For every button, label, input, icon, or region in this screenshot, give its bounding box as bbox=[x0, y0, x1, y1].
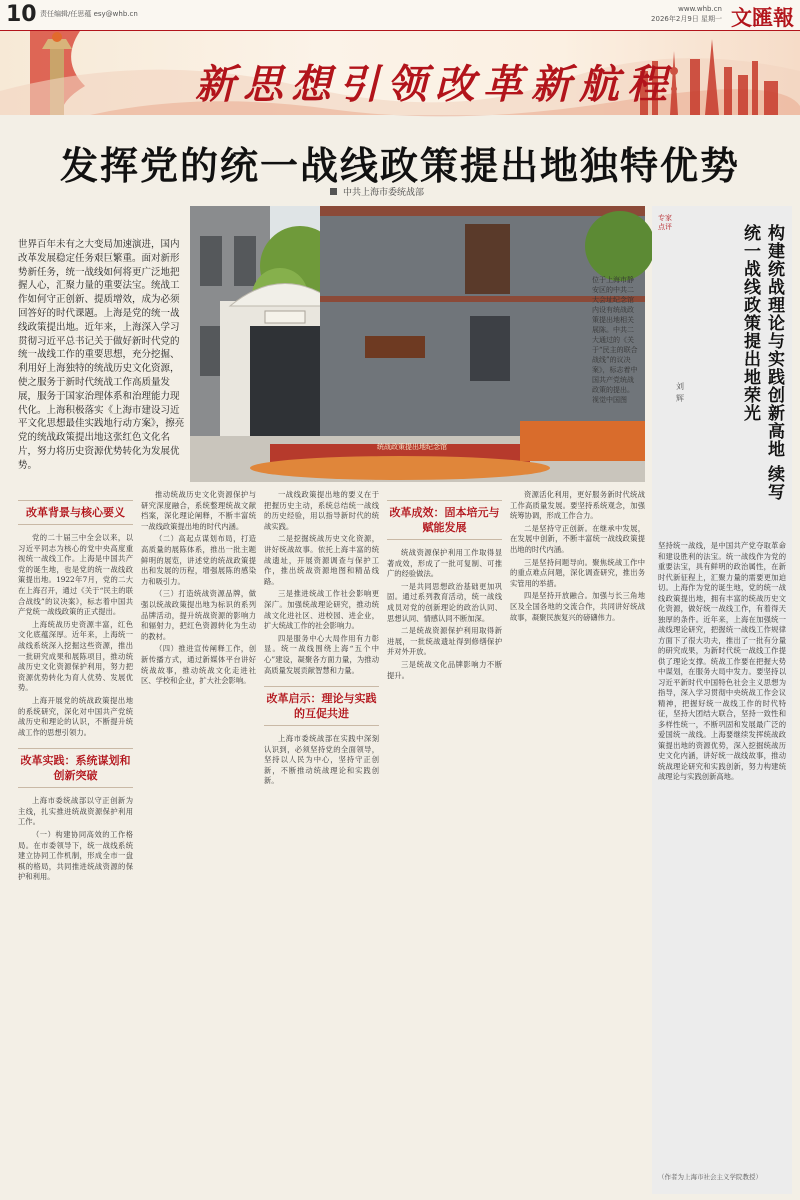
paragraph: （三）打造统战资源品牌，做强以统战政策提出地为标识的系列品牌活动，提升统战资源的影响力和辐射力，把红色资源转化为生动的教材。 bbox=[141, 589, 256, 641]
photo-illustration bbox=[190, 206, 645, 482]
date-and-url bbox=[651, 4, 722, 24]
top-bar bbox=[0, 0, 800, 32]
banner-title: 新思想引领改革新航程 bbox=[195, 61, 675, 108]
paragraph: 三是推进统战工作社会影响更深广。加强统战理论研究，推动统战文化进社区、进校园、进企业，扩大统战工作的社会影响力。 bbox=[264, 589, 379, 631]
paragraph: 二是统战资源保护利用取得新进展，一批统战遗址得到修缮保护并对外开放。 bbox=[387, 626, 502, 657]
column-4 bbox=[387, 490, 502, 1195]
square-bullet-icon bbox=[330, 188, 337, 195]
building-photo bbox=[190, 206, 645, 482]
paragraph: 一战线政策提出地的要义在于把握历史主动，系统总结统一战线的历史经验，用以指导新时代的统战实践。 bbox=[264, 490, 379, 531]
section-banner bbox=[0, 31, 800, 115]
paragraph: 推动统战历史文化资源保护与研究深度融合，系统整理统战文献档案，深化理论阐释，不断丰富统一战线政策提出地的时代内涵。 bbox=[141, 490, 256, 531]
paragraph: 上海市委统战部以守正创新为主线，扎实推进统战资源保护利用工作。 bbox=[18, 796, 133, 827]
byline bbox=[330, 185, 424, 198]
expert-commentary-sidebar bbox=[652, 206, 792, 1194]
paragraph: （四）推进宣传阐释工作，创新传播方式，通过新媒体平台讲好统战故事，推动统战文化走进社区、学校和企业，扩大社会影响。 bbox=[141, 644, 256, 686]
paragraph: 上海统战历史资源丰富，红色文化底蕴深厚。近年来，上海统一战线系统深入挖掘这些资源，推出一批研究成果和展陈项目，推动统战历史文化资源保护利用，努力把资源优势转化为育人优势、发展优势。 bbox=[18, 619, 133, 693]
paragraph: 二是挖掘统战历史文化资源，讲好统战故事。依托上海丰富的统战遗址，开展资源调查与保护工作，推出统战资源地图和精品线路。 bbox=[264, 534, 379, 586]
column-5 bbox=[510, 490, 645, 1195]
paragraph: 四是坚持开放融合。加强与长三角地区及全国各地的交流合作，共同讲好统战故事，凝聚民族复兴的磅礴伟力。 bbox=[510, 591, 645, 622]
newspaper-masthead: 文匯報 bbox=[731, 5, 794, 30]
sidebar-author: 刘辉 bbox=[676, 382, 684, 403]
issue-date: 2026年2月9日 星期一 bbox=[651, 15, 722, 23]
column-3 bbox=[264, 490, 379, 1195]
paragraph: 上海市委统战部在实践中深刻认识到，必须坚持党的全面领导，坚持以人民为中心，坚持守正创新，不断推动统战理论和实践创新。 bbox=[264, 734, 379, 786]
paragraph: 四是服务中心大局作用有力彰显。统一战线围绕上海“五个中心”建设，凝聚各方面力量，为推动高质量发展贡献智慧和力量。 bbox=[264, 633, 379, 675]
photo-caption: 位于上海市静安区的中共二大会址纪念馆内设有统战政策提出地相关展陈。中共二大通过的《关于“民主的联合战线”的议决案》，标志着中国共产党统战政策的提出。 视觉中国图 bbox=[592, 276, 638, 404]
column-2 bbox=[141, 490, 256, 1195]
paragraph: （二）高起点谋划布局，打造高质量的展陈体系，推出一批主题鲜明的展览，讲述党的统战政策提出和发展的历程，增强展陈的感染力和吸引力。 bbox=[141, 534, 256, 586]
sidebar-body: 坚持统一战线，是中国共产党夺取革命和建设胜利的法宝。统一战线作为党的重要法宝，具有鲜明的政治属性，在新时代新征程上，汇聚力量的需要更加迫切。上海作为党的诞生地，党的统一战线政策提出地，拥有丰富的统战历史文化资源，做好统一战线工作，有着得天独厚的条件。近年来，上海在加强统一战线理论研究，把握统一战线工作规律方面下了很大功夫，推出了一批有分量的研究成果，为新时代统一战线工作提供了理论支撑。统战工作要在把握大势中谋划，在服务大局中发力。要坚持以习近平新时代中国特色社会主义思想为指导，深入学习贯彻中央统战工作会议精神，把握好统一战线工作的时代特征，坚持大团结大联合，坚持一致性和多样性统一，不断巩固和发展最广泛的爱国统一战线。上海要继续发挥统战政策提出地的资源优势，深入挖掘统战历史文化内涵，讲好统一战线故事，推动统战理论研究和实践创新，努力构建统战理论与实践创新高地。 bbox=[658, 541, 786, 781]
section-heading-practice: 改革实践：系统谋划和创新突破 bbox=[18, 748, 133, 788]
paragraph: 一是共同思想政治基础更加巩固。通过系列教育活动，统一战线成员对党的创新理论的政治认同、思想认同、情感认同不断加深。 bbox=[387, 581, 502, 623]
paragraph: 党的二十届三中全会以来，以习近平同志为核心的党中央高度重视统一战线工作。上海是中国共产党的诞生地，也是党的统一战线政策提出地。1922年7月，党的二大在上海召开，通过《关于“民主的联合战线”的议决案》，标志着中国共产党统一战线政策的正式提出。 bbox=[18, 533, 133, 617]
paragraph: （一）构建协同高效的工作格局。在市委领导下，统一战线系统建立协同工作机制，形成全市一盘棋的格局，共同推进统战资源的保护和利用。 bbox=[18, 830, 133, 882]
article-headline: 发挥党的统一战线政策提出地独特优势 bbox=[59, 144, 740, 188]
paragraph: 二是坚持守正创新。在继承中发展，在发展中创新，不断丰富统一战线政策提出地的时代内涵。 bbox=[510, 523, 645, 554]
paragraph: 三是坚持问题导向。聚焦统战工作中的重点难点问题，深化调查研究，推出务实管用的举措。 bbox=[510, 557, 645, 588]
site-url: www.whb.cn bbox=[678, 5, 722, 13]
section-heading-insights: 改革启示：理论与实践的互促共进 bbox=[264, 686, 379, 726]
section-heading-background: 改革背景与核心要义 bbox=[18, 500, 133, 525]
paragraph: 三是统战文化品牌影响力不断提升。 bbox=[387, 659, 502, 680]
paragraph: 上海开展党的统战政策提出地的系统研究，深化对中国共产党统战历史和理论的认识，不断提升统战工作的思想引领力。 bbox=[18, 695, 133, 737]
sidebar-tag: 专家点评 bbox=[658, 214, 672, 231]
intro-paragraph: 世界百年未有之大变局加速演进，国内改革发展稳定任务艰巨繁重。面对新形势新任务，统一战线如何将更广泛地把握人心，汇聚力量的重要法宝。统战工作如何守正创新、提质增效，成为必须回答好的时代课题。上海是党的统一战线政策提出地。近年来，上海深入学习贯彻习近平总书记关于做好新时代党的统一战线工作的重要思想，充分挖掘、利用好上海独特的统战历史文化资源，使之服务于新时代统战工作高质量发展，服务于国家治理体系和治理能力现代化。上海积极落实《上海市建设习近平文化思想最佳实践地行动方案》，擦亮党的统战政策提出地这张红色文化名片，努力将历史资源优势转化为发展优势。 bbox=[18, 239, 185, 471]
byline-text: 中共上海市委统战部 bbox=[343, 188, 425, 198]
paragraph: 资源活化利用，更好服务新时代统战工作高质量发展。要坚持系统观念，加强统筹协调，形成工作合力。 bbox=[510, 490, 645, 521]
paragraph: 统战资源保护利用工作取得显著成效，形成了一批可复制、可推广的经验做法。 bbox=[387, 548, 502, 579]
editor-credits: 责任编辑/任思蕴 esy@whb.cn bbox=[40, 10, 138, 18]
memorial-plaque-text: 统战政策提出地纪念馆 bbox=[377, 443, 447, 451]
page-number: 10 bbox=[6, 2, 37, 27]
author-note: （作者为上海市社会主义学院教授） bbox=[658, 1173, 762, 1181]
column-1 bbox=[18, 490, 133, 1195]
sidebar-title: 构建统战理论与实践创新高地 续写统一战线政策提出地荣光 bbox=[740, 224, 784, 501]
section-heading-results: 改革成效：固本培元与赋能发展 bbox=[387, 500, 502, 540]
